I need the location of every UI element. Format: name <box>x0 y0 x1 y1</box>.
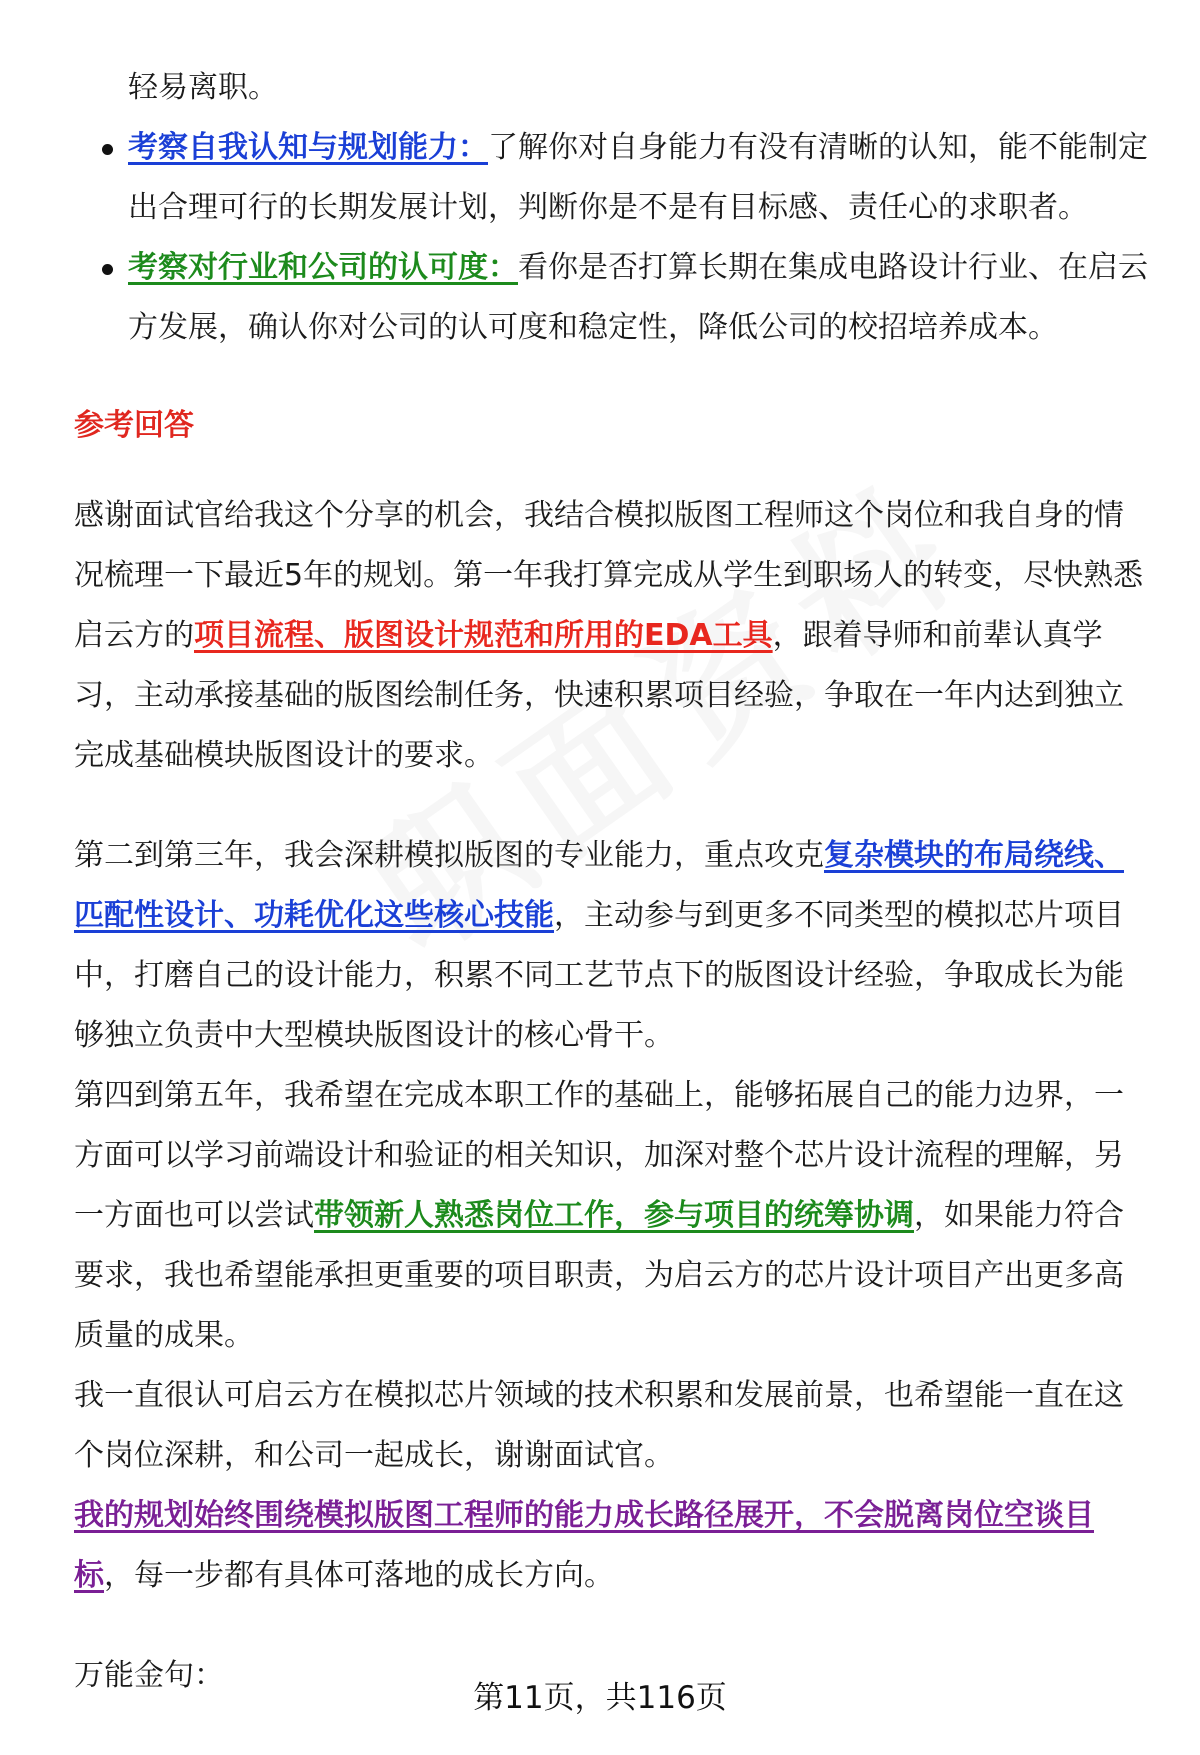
paragraph-text: 第二到第三年，我会深耕模拟版图的专业能力，重点攻克 <box>74 838 824 873</box>
bullet-text: 了解你对自身能力有没有清晰的认知，能不能制定出合理可行的长期发展计划，判断你是不是有目标感、责任心的求职者。 <box>128 130 1148 225</box>
bullet-item-self-awareness <box>74 118 1150 238</box>
answer-paragraph-2 <box>74 826 1150 1066</box>
highlight-text: 项目流程、版图设计规范和所用的EDA工具 <box>194 618 773 653</box>
answer-paragraph-3 <box>74 1066 1150 1366</box>
page-number-footer: 第11页，共116页 <box>473 1680 727 1716</box>
bullet-title: 考察自我认知与规划能力： <box>128 130 488 165</box>
paragraph-text: ，每一步都有具体可落地的成长方向。 <box>104 1558 614 1593</box>
bullet-title: 考察对行业和公司的认可度： <box>128 250 518 285</box>
paragraph-text: 第四到第五年，我希望在完成本职工作的基础上，能够拓展自己的能力边界，一方面可以学习前端设计和验证的相关知识，加深对整个芯片设计流程的理解，另一方面也可以尝试 <box>74 1078 1124 1233</box>
bullet-text: 看你是否打算长期在集成电路设计行业、在启云方发展，确认你对公司的认可度和稳定性，降低公司的校招培养成本。 <box>128 250 1148 345</box>
bullet-dot-icon <box>102 144 113 155</box>
highlight-text: 我的规划始终围绕模拟版图工程师的能力成长路径展开，不会脱离岗位空谈目标 <box>74 1498 1094 1593</box>
answer-paragraph-5 <box>74 1486 1150 1606</box>
paragraph-text: ，主动参与到更多不同类型的模拟芯片项目中，打磨自己的设计能力，积累不同工艺节点下的版图设计经验，争取成长为能够独立负责中大型模块版图设计的核心骨干。 <box>74 898 1124 1053</box>
highlight-text: 带领新人熟悉岗位工作，参与项目的统筹协调 <box>314 1198 914 1233</box>
answer-paragraph-4: 我一直很认可启云方在模拟芯片领域的技术积累和发展前景，也希望能一直在这个岗位深耕，和公司一起成长，谢谢面试官。 <box>74 1378 1124 1473</box>
golden-sentence-label: 万能金句： <box>74 1658 224 1693</box>
continued-line: 轻易离职。 <box>128 70 278 105</box>
document-body <box>74 58 1150 1706</box>
highlight-text: 复杂模块的布局绕线、匹配性设计、功耗优化这些核心技能 <box>74 838 1124 933</box>
bullet-dot-icon <box>102 264 113 275</box>
paragraph-text: ，跟着导师和前辈认真学习，主动承接基础的版图绘制任务，快速积累项目经验，争取在一年内达到独立完成基础模块版图设计的要求。 <box>74 618 1124 773</box>
bullet-item-industry-recognition <box>74 238 1150 358</box>
bullet-list <box>74 118 1150 358</box>
answer-paragraph-1 <box>74 486 1150 786</box>
paragraph-gap <box>74 1606 1150 1646</box>
section-heading: 参考回答 <box>74 408 194 443</box>
paragraph-gap <box>74 786 1150 826</box>
paragraph-text: ，如果能力符合要求，我也希望能承担更重要的项目职责，为启云方的芯片设计项目产出更多高质量的成果。 <box>74 1198 1124 1353</box>
paragraph-text: 感谢面试官给我这个分享的机会，我结合模拟版图工程师这个岗位和我自身的情况梳理一下最近5年的规划。第一年我打算完成从学生到职场人的转变，尽快熟悉启云方的 <box>74 498 1144 653</box>
